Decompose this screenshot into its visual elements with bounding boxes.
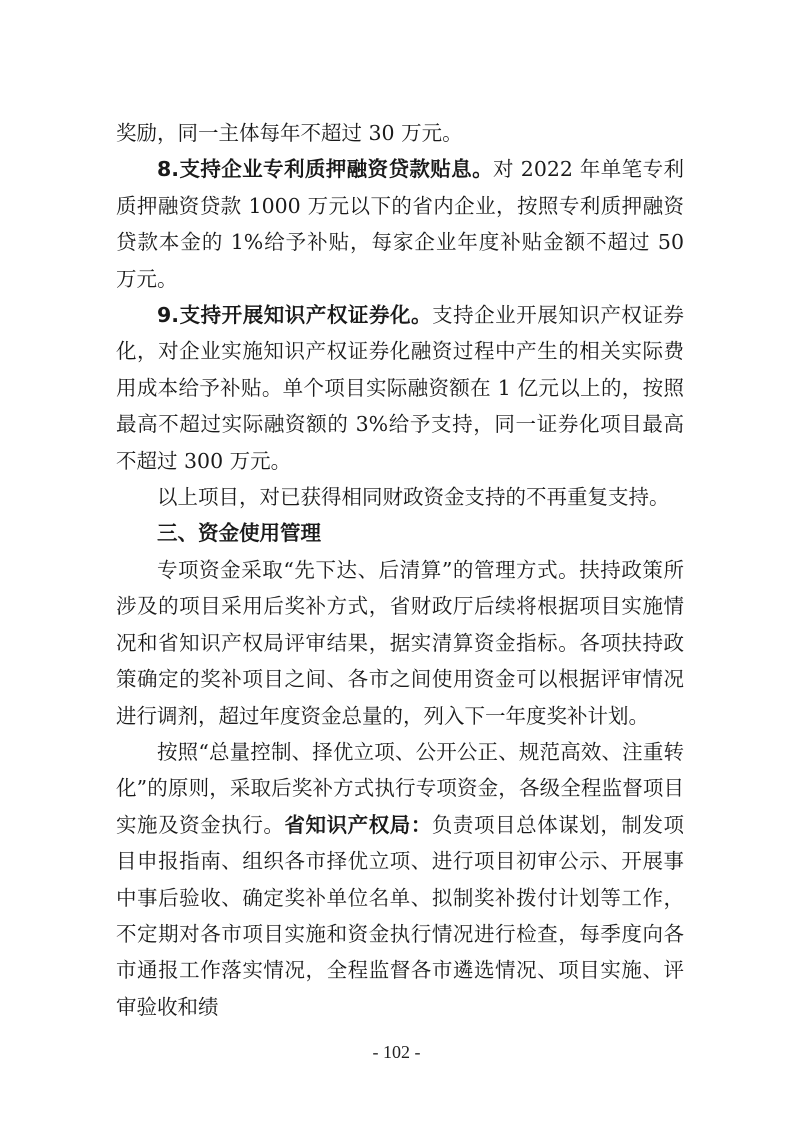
paragraph-6 — [116, 734, 684, 1025]
paragraph-2 — [116, 151, 684, 297]
paragraph-text: 支持企业开展知识产权证券化，对企业实施知识产权证券化融资过程中产生的相关实际费用成本给予补贴。单个项目实际融资额在 1 亿元以上的，按照最高不超过实际融资额的 3%给予支持，同一证券化项目最高不超过 300 万元。 — [116, 303, 684, 473]
body-text — [116, 115, 684, 1025]
item-9-title: 9.支持开展知识产权证券化。 — [157, 303, 433, 328]
paragraph-text: 负责项目总体谋划，制发项目申报指南、组织各市择优立项、进行项目初审公示、开展事中事后验收、确定奖补单位名单、拟制奖补拨付计划等工作，不定期对各市项目实施和资金执行情况进行检查，每季度向各市通报工作落实情况，全程监督各市遴选情况、项目实施、评审验收和绩 — [116, 812, 685, 1019]
paragraph-text: 奖励，同一主体每年不超过 30 万元。 — [116, 121, 463, 145]
paragraph-text: 按照“总量控制、择优立项、公开公正、规范高效、注重转化”的原则，采取后奖补方式执行专项资金，各级全程监督项目实施及资金执行。 — [116, 739, 684, 837]
paragraph-1 — [116, 115, 684, 151]
paragraph-text: 对 2022 年单笔专利质押融资贷款 1000 万元以下的省内企业，按照专利质押融资贷款本金的 1%给予补贴，每家企业年度补贴金额不超过 50 万元。 — [116, 157, 684, 291]
section-heading: 三、资金使用管理 — [157, 521, 321, 546]
paragraph-4 — [116, 479, 684, 515]
paragraph-text: 以上项目，对已获得相同财政资金支持的不再重复支持。 — [157, 485, 670, 510]
page-number: - 102 - — [372, 1042, 421, 1062]
paragraph-text: 专项资金采取“先下达、后清算”的管理方式。扶持政策所涉及的项目采用后奖补方式，省财政厅后续将根据项目实施情况和省知识产权局评审结果，据实清算资金指标。各项扶持政策确定的奖补项目之间、各市之间使用资金可以根据评审情况进行调剂，超过年度资金总量的，列入下一年度奖补计划。 — [116, 557, 684, 728]
paragraph-3 — [116, 297, 684, 479]
paragraph-5 — [116, 552, 684, 734]
item-8-title: 8.支持企业专利质押融资贷款贴息。 — [157, 157, 493, 182]
bold-label: 省知识产权局： — [284, 812, 432, 837]
